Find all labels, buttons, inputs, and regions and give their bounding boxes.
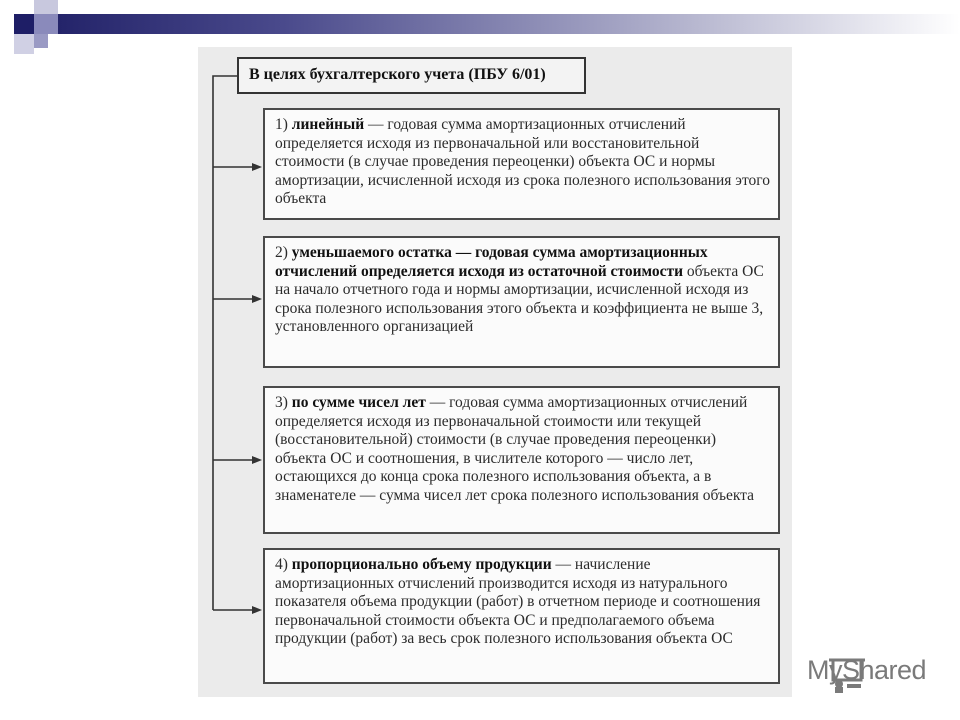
arrow-4-icon xyxy=(252,606,262,614)
arrow-2-icon xyxy=(252,295,262,303)
method-description: — начисление амортизационных отчислений производится исходя из натурального показателя объема продукции (работ) в отчетном периоде и соотношения первоначальной стоимости объекта ОС и предполагаемого объема продукции (работ) за весь срок полезного использования объекта ОС xyxy=(275,556,761,647)
method-number: 2) xyxy=(275,244,288,261)
arrow-1-icon xyxy=(252,163,262,171)
arrow-3-icon xyxy=(252,456,262,464)
method-number: 1) xyxy=(275,116,288,133)
method-number: 4) xyxy=(275,556,288,573)
method-term: уменьшаемого остатка xyxy=(291,244,452,261)
method-term: линейный xyxy=(291,116,365,133)
method-box-4 xyxy=(263,548,780,684)
method-bold-text: — годовая сумма амортизационных отчислений определяется исходя из остаточной стоимости xyxy=(275,244,708,280)
method-box-2 xyxy=(263,236,780,368)
method-box-3 xyxy=(263,386,780,534)
method-number: 3) xyxy=(275,394,288,411)
method-description: — годовая сумма амортизационных отчислений определяется исходя из первоначальной или восстановительной стоимости (в случае проведения переоценки) объекта ОС и нормы амортизации, исчисленной исходя из срока полезного использования этого объекта xyxy=(275,116,770,207)
watermark-logo-text: MyShared xyxy=(807,655,927,685)
method-description: — годовая сумма амортизационных отчислений определяется исходя из первоначальной стоимости или текущей (восстановительной) стоимости (в случае проведения переоценки) объекта ОС и соотношения, в числителе которого — число лет, остающихся до конца срока полезного использования объекта, а в знаменателе — сумма чисел лет срока полезного использования объекта xyxy=(275,394,755,504)
method-description: объекта ОС на начало отчетного года и нормы амортизации, исчисленной исходя из срока полезного использования этого объекта и коэффициента не выше 3, установленного организацией xyxy=(275,262,764,335)
diagram-header: В целях бухгалтерского учета (ПБУ 6/01) xyxy=(237,57,586,94)
method-box-1 xyxy=(263,108,780,220)
method-term: пропорционально объему продукции xyxy=(291,556,552,573)
method-term: по сумме чисел лет xyxy=(291,394,426,411)
